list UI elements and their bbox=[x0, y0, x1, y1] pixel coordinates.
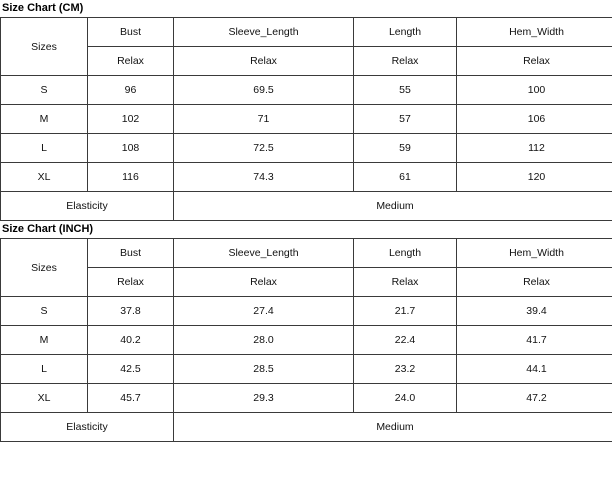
cell-sleeve: 71 bbox=[174, 105, 354, 134]
size-chart-cm-title: Size Chart (CM) bbox=[2, 2, 84, 14]
subheader-cell-hem-relax: Relax bbox=[457, 47, 612, 76]
header-cell-sleeve-length: Sleeve_Length bbox=[174, 239, 354, 268]
cell-bust: 42.5 bbox=[88, 355, 174, 384]
cell-hem: 41.7 bbox=[457, 326, 612, 355]
table-row bbox=[1, 163, 612, 192]
table-row bbox=[1, 76, 612, 105]
elasticity-label: Elasticity bbox=[1, 192, 174, 221]
cell-size: S bbox=[1, 297, 88, 326]
cell-hem: 47.2 bbox=[457, 384, 612, 413]
cell-size: XL bbox=[1, 384, 88, 413]
cell-bust: 116 bbox=[88, 163, 174, 192]
cell-bust: 45.7 bbox=[88, 384, 174, 413]
header-cell-hem-width: Hem_Width bbox=[457, 239, 612, 268]
table-row bbox=[1, 134, 612, 163]
cell-bust: 37.8 bbox=[88, 297, 174, 326]
cell-sleeve: 28.0 bbox=[174, 326, 354, 355]
header-cell-hem-width: Hem_Width bbox=[457, 18, 612, 47]
table-subheader-row bbox=[1, 47, 612, 76]
cell-size: M bbox=[1, 326, 88, 355]
cell-size: M bbox=[1, 105, 88, 134]
table-header-row bbox=[1, 239, 612, 268]
subheader-cell-length-relax: Relax bbox=[354, 47, 457, 76]
header-cell-sizes: Sizes bbox=[1, 18, 88, 76]
cell-bust: 96 bbox=[88, 76, 174, 105]
subheader-cell-bust-relax: Relax bbox=[88, 268, 174, 297]
header-cell-length: Length bbox=[354, 239, 457, 268]
cell-sleeve: 72.5 bbox=[174, 134, 354, 163]
cell-bust: 108 bbox=[88, 134, 174, 163]
size-chart-inch-table bbox=[0, 238, 612, 442]
cell-size: L bbox=[1, 134, 88, 163]
cell-length: 23.2 bbox=[354, 355, 457, 384]
table-header-row bbox=[1, 18, 612, 47]
cell-length: 21.7 bbox=[354, 297, 457, 326]
cell-hem: 120 bbox=[457, 163, 612, 192]
elasticity-label: Elasticity bbox=[1, 413, 174, 442]
elasticity-value: Medium bbox=[174, 413, 612, 442]
subheader-cell-bust-relax: Relax bbox=[88, 47, 174, 76]
table-row bbox=[1, 384, 612, 413]
header-cell-sleeve-length: Sleeve_Length bbox=[174, 18, 354, 47]
subheader-cell-hem-relax: Relax bbox=[457, 268, 612, 297]
table-row bbox=[1, 326, 612, 355]
cell-size: L bbox=[1, 355, 88, 384]
cell-sleeve: 28.5 bbox=[174, 355, 354, 384]
header-cell-bust: Bust bbox=[88, 239, 174, 268]
cell-sleeve: 27.4 bbox=[174, 297, 354, 326]
cell-hem: 106 bbox=[457, 105, 612, 134]
cell-bust: 102 bbox=[88, 105, 174, 134]
cell-hem: 112 bbox=[457, 134, 612, 163]
elasticity-row bbox=[1, 413, 612, 442]
cell-length: 61 bbox=[354, 163, 457, 192]
table-row bbox=[1, 105, 612, 134]
header-cell-bust: Bust bbox=[88, 18, 174, 47]
cell-hem: 100 bbox=[457, 76, 612, 105]
cell-bust: 40.2 bbox=[88, 326, 174, 355]
cell-hem: 44.1 bbox=[457, 355, 612, 384]
subheader-cell-sleeve-relax: Relax bbox=[174, 47, 354, 76]
cell-length: 55 bbox=[354, 76, 457, 105]
subheader-cell-sleeve-relax: Relax bbox=[174, 268, 354, 297]
cell-length: 57 bbox=[354, 105, 457, 134]
subheader-cell-length-relax: Relax bbox=[354, 268, 457, 297]
size-chart-inch-title: Size Chart (INCH) bbox=[2, 223, 94, 235]
cell-size: S bbox=[1, 76, 88, 105]
size-chart-inch bbox=[0, 221, 612, 442]
cell-sleeve: 29.3 bbox=[174, 384, 354, 413]
table-subheader-row bbox=[1, 268, 612, 297]
cell-length: 59 bbox=[354, 134, 457, 163]
header-cell-length: Length bbox=[354, 18, 457, 47]
cell-sleeve: 74.3 bbox=[174, 163, 354, 192]
cell-length: 22.4 bbox=[354, 326, 457, 355]
cell-hem: 39.4 bbox=[457, 297, 612, 326]
elasticity-value: Medium bbox=[174, 192, 612, 221]
size-chart-cm bbox=[0, 0, 612, 221]
size-chart-cm-table bbox=[0, 17, 612, 221]
cell-sleeve: 69.5 bbox=[174, 76, 354, 105]
table-row bbox=[1, 355, 612, 384]
header-cell-sizes: Sizes bbox=[1, 239, 88, 297]
cell-size: XL bbox=[1, 163, 88, 192]
elasticity-row bbox=[1, 192, 612, 221]
table-row bbox=[1, 297, 612, 326]
cell-length: 24.0 bbox=[354, 384, 457, 413]
